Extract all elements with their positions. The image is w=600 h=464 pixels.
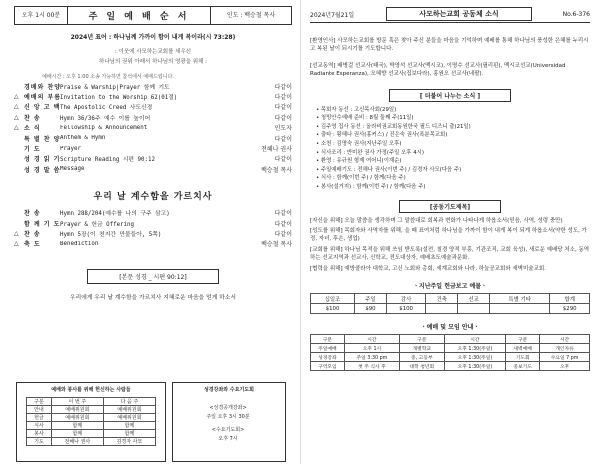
table-cell: 안내 [27,406,52,414]
table-cell: $100 [386,304,426,314]
service-item-label: 경배와 찬양 [24,83,62,91]
table-cell: 주일 [355,294,387,304]
table-cell: 새벽예배 [506,344,540,353]
bulletin-number: No.6-376 [562,10,590,18]
service-mark: △ [14,103,19,111]
service-mark: △ [14,229,19,237]
service-item-text: Anthem & Hymn [60,135,106,142]
service-item-person: 다같이 [274,156,292,164]
meeting-row [311,344,590,353]
table-cell: $100 [311,304,355,314]
table-cell [426,304,458,314]
service-item [14,133,292,143]
meeting-title: ㆍ예배 및 모임 안내ㆍ [420,324,480,331]
prayer-item: [협력을 위해] 예방콜라아 대학교, 고신 노회와 총회, 세계교회와 나라, 하늘공교회와 새벽미술교회. [310,265,546,272]
service-time: 오후 1시 00분 [15,7,68,24]
finance-row [311,294,590,304]
news-item: • 김주영 집사 동선 : 올라비권교회동원한국 필드 디즈니 출(21일) [316,123,471,130]
finance-row [311,304,590,314]
year-motto: 2024년 표어 : 하나님께 가까이 함이 내게 복이라(시 73:28) [70,34,236,41]
service-item-person: 다같이 [274,135,292,143]
table-cell: 구분 [400,335,445,344]
meeting-row [311,362,590,371]
table-cell: 이 번 주 [51,398,103,406]
community-news-panel [300,0,600,464]
service-order-list-2 [14,208,292,250]
volunteers-table [26,397,156,446]
sermon-scripture: [본문 성경 _ 시편 90:12] [87,269,219,284]
table-cell: 다 음 주 [103,398,155,406]
sermon-verse: 우리에게 우리 날 계수함을 가르치사 지혜로운 마음을 얻게 하소서 [70,295,236,302]
service-item-text: Prayer [60,145,81,152]
volunteer-row [27,398,156,406]
table-cell: 첫 주 식사 후 [344,362,399,371]
service-item-person: 다같이 [274,230,292,238]
service-item [14,81,292,91]
service-item-person: 백승철 목사 [261,241,292,249]
service-mark: △ [14,240,19,248]
service-item [14,112,292,122]
table-cell: 김경자 사모 [103,438,155,446]
finance-title: ㆍ지난주일 헌금보고 예물ㆍ [413,283,487,290]
table-cell: 오후 1:30(주일) [444,353,506,362]
service-item-text: Invitation to the Worship 62(01절) [60,95,178,102]
table-cell: 예배위원회 [103,414,155,422]
news-item: • 환영 : 유규원 형제 여어니(이재순) [316,158,402,165]
service-item-text: Prayer & 헌금 Offering [60,221,135,228]
service-item-label: 찬 송 [24,114,41,122]
service-item-label: 기 도 [24,146,41,154]
table-cell: 예배위원회 [51,414,103,422]
table-cell: 시간 [540,335,590,344]
church-vision: : 이웃에 사모하는교회를 세우신 하나님의 권위 아래서 하나님의 영광을 위해 : [99,49,207,65]
news-box-title: [ 더불어 나누는 소식 ] [389,89,511,102]
service-item-label: 성 경 읽 기 [24,156,61,164]
service-item [14,102,292,112]
service-item-label: 함 께 기 도 [24,220,61,228]
service-item-label: 소 식 [24,125,41,133]
bulletin-date: 2024년7월21일 [310,11,355,19]
table-cell: 주일 3:30 pm [344,353,399,362]
service-item-person: 전혜나 권사 [261,146,292,154]
service-mark: △ [14,113,19,121]
table-cell: 구분 [506,335,540,344]
meeting-row [311,353,590,362]
table-cell: 건축 [426,294,458,304]
service-header [14,6,292,25]
table-cell: 전해나 권사 [51,438,103,446]
service-item-person: 다같이 [274,220,292,228]
news-item: • 소천 : 김명숙 권사(지난주일 오후) [316,141,402,147]
table-cell [489,304,549,314]
service-item-person: 다같이 [274,104,292,112]
service-note: 예배시간 : 오후 1:00 소송 가능하면 참석에서 예배드립니다. [42,74,174,80]
news-title: 사모하는교회 공동체 소식 [386,7,532,21]
table-cell: 함께 [51,430,103,438]
table-cell: 선교 [458,294,490,304]
service-item [14,208,292,218]
service-item-text: Message [60,166,85,173]
news-header [310,6,590,23]
table-cell: 성경강좌 [311,353,345,362]
meeting-table [310,334,590,371]
prayer-list [310,217,590,273]
news-item: • 식사조리 : 반미완 권사 가정(주일 오후 4시) [316,149,424,156]
table-cell: 십일조 [311,294,355,304]
table-cell: 헌금 [27,414,52,422]
volunteer-row [27,422,156,430]
service-item-label: 성 경 말 씀 [24,166,61,174]
service-item [14,91,292,101]
service-item-text: Hymn 36/36주 예수 이를 높이어 [60,115,151,122]
table-cell: 오후 [540,362,590,371]
volunteer-row [27,438,156,446]
news-item: • 청빙안수예배 준비 : 8월 둘째 주(11일) [316,115,414,122]
table-cell: $290 [550,304,590,314]
service-item-person: 다같이 [274,210,292,218]
table-cell: 개인자유 [540,344,590,353]
bible-study-title: 성경강좌와 수요기도회 [203,387,255,393]
prayer-item: [교회를 위해] 하나님 목적을 위해 쓰임 받도록(설전, 칠경 양적 부흥, 기관조직, 교회 육성), 새로운 예배당 처소, 동역하는 선교지역과 선교사, 신학교, 전도대상자, 예배초도예술과문화. [310,246,590,262]
table-cell: 예배위원회 [103,406,155,414]
service-item [14,218,292,228]
table-cell: 예배위원회 [51,406,103,414]
service-mark: △ [14,124,19,132]
table-cell: 함께 [103,430,155,438]
table-cell: 수요일 7 pm [540,353,590,362]
volunteer-row [27,414,156,422]
table-cell: 시간 [444,335,506,344]
finance-table [310,293,590,314]
service-item-label: 찬 송 [24,230,41,238]
table-cell: 합계 [550,294,590,304]
service-item-label: 예배의 부름 [24,94,62,102]
service-item-text: The Apostolic Creed 사도신경 [60,105,153,112]
table-cell: 오후 1:30(주일) [444,362,506,371]
service-item-person: 백승철 목사 [261,166,292,174]
prayer-item: [자신을 위해] 오늘 말씀을 생각하며 그 말씀대로 회복과 변화가 나타나게 하옵소서(믿음, 사역, 성령 충만) [310,217,563,224]
service-leader: 인도 : 백승철 목사 [210,7,291,24]
service-item-text: Praise & Warship|Prayer 함께 기도 [60,84,170,91]
table-cell: 구분 [311,335,345,344]
service-title: 주 일 예 배 순 서 [88,12,190,22]
table-cell: 시간 [344,335,399,344]
service-item-person: 다같이 [274,94,292,102]
table-cell: 개별학교 [400,344,445,353]
service-item-text: Scripture Reading 시편 90:12 [60,157,155,164]
table-cell: 오후 1:30(주일) [444,344,506,353]
table-cell: 봉사 [27,430,52,438]
volunteer-row [27,430,156,438]
service-item-person: 다같이 [274,114,292,122]
prayer-box-title: [공동기도제목] [399,200,501,213]
service-item-label: 축 도 [24,241,41,249]
table-cell: 함께 [51,422,103,430]
news-item: • 봉사(설거지) : 함께(이번 주) / 함께(다음 주) [316,183,426,190]
service-item [14,228,292,238]
service-order-list [14,81,292,175]
prayer-item: [성도를 위해] 목회자와 사역자를 위해, 을 때 표여처럼 하나님을 가까이 함이 내게 복이 되게 하옵소서(약한 성도, 가정, 자녀, 후손, 생업) [310,227,587,243]
table-cell: 대학 청년회 [400,362,445,371]
table-cell: 기도 [27,438,52,446]
service-item-person: 인도자 [274,125,292,133]
service-item-label: 특 별 찬 양 [24,135,61,143]
service-item [14,154,292,164]
service-item-label: 찬 송 [24,210,41,218]
service-item-label: 신 앙 고 백 [24,104,61,112]
news-item: • 식사 : 함께(이번 주) / 함께(다음 주) [316,175,406,182]
service-item-text: Hymn 288/204(예수를 나의 구주 삼고) [60,211,170,218]
volunteers-title: 예배와 봉사를 위해 헌신하는 사람들 [51,387,131,393]
missionary-text: [선교동역] 배병걸 선교사(태국), 박영석 선교사(멕시코), 이명수 선교사(필리핀), 멕시코선교(Universidad Radiante Esperanza), 오혜향 선교사(집보다라), 홍원오 선교사(네팔). [310,62,566,78]
table-cell: 특별 기타 [489,294,549,304]
table-cell: 감사 [386,294,426,304]
table-cell: 오후 1시 [344,344,399,353]
service-item [14,123,292,133]
service-item-text: Fellowship & Announcement [60,124,148,131]
service-item [14,239,292,249]
bible-study-times: <성경공개강좌> 주일 오후 3시 30분 <수요기도회> 오후 7시 [206,405,250,442]
service-item-text: Hymn 5장(이 천지간 만물들아, 5쪽) [60,231,162,238]
table-cell: $90 [355,304,387,314]
welcome-text: [환영인사] 사모하는교회를 방문 혹은 찾아 주신 분들을 마음을 기억하며 예배를 통해 하나님의 풍성한 은혜를 누리시고 복된 날이 되시기를 기도합니다. [310,38,589,53]
news-item: • 목회자 동선 : 고신목사회(29일) [316,106,397,113]
table-cell: 중보기도 [506,362,540,371]
service-item [14,164,292,174]
table-cell: 중, 고등부 [400,353,445,362]
sermon-title: 우리 날 계수함을 가르치사 [93,191,213,202]
table-cell: 식사 [27,422,52,430]
service-item-text: Benediction [60,240,99,247]
table-cell: 구역모임 [311,362,345,371]
news-item: • 출타 : 황혜나 권사(홍커스) / 진은숙 권사(폭분목교회) [316,132,448,139]
news-list [316,106,590,192]
table-cell [458,304,490,314]
table-cell: 구분 [27,398,52,406]
service-mark: △ [14,93,19,101]
news-item: • 주일예배기도 : 전해나 권사(이번 주) / 김경자 사모(다음 주) [316,166,462,173]
volunteer-row [27,406,156,414]
meeting-row [311,335,590,344]
table-cell: 주일예배 [311,344,345,353]
table-cell: 기도회 [506,353,540,362]
service-item [14,143,292,153]
table-cell: 함께 [103,422,155,430]
service-item-person: 다같이 [274,83,292,91]
